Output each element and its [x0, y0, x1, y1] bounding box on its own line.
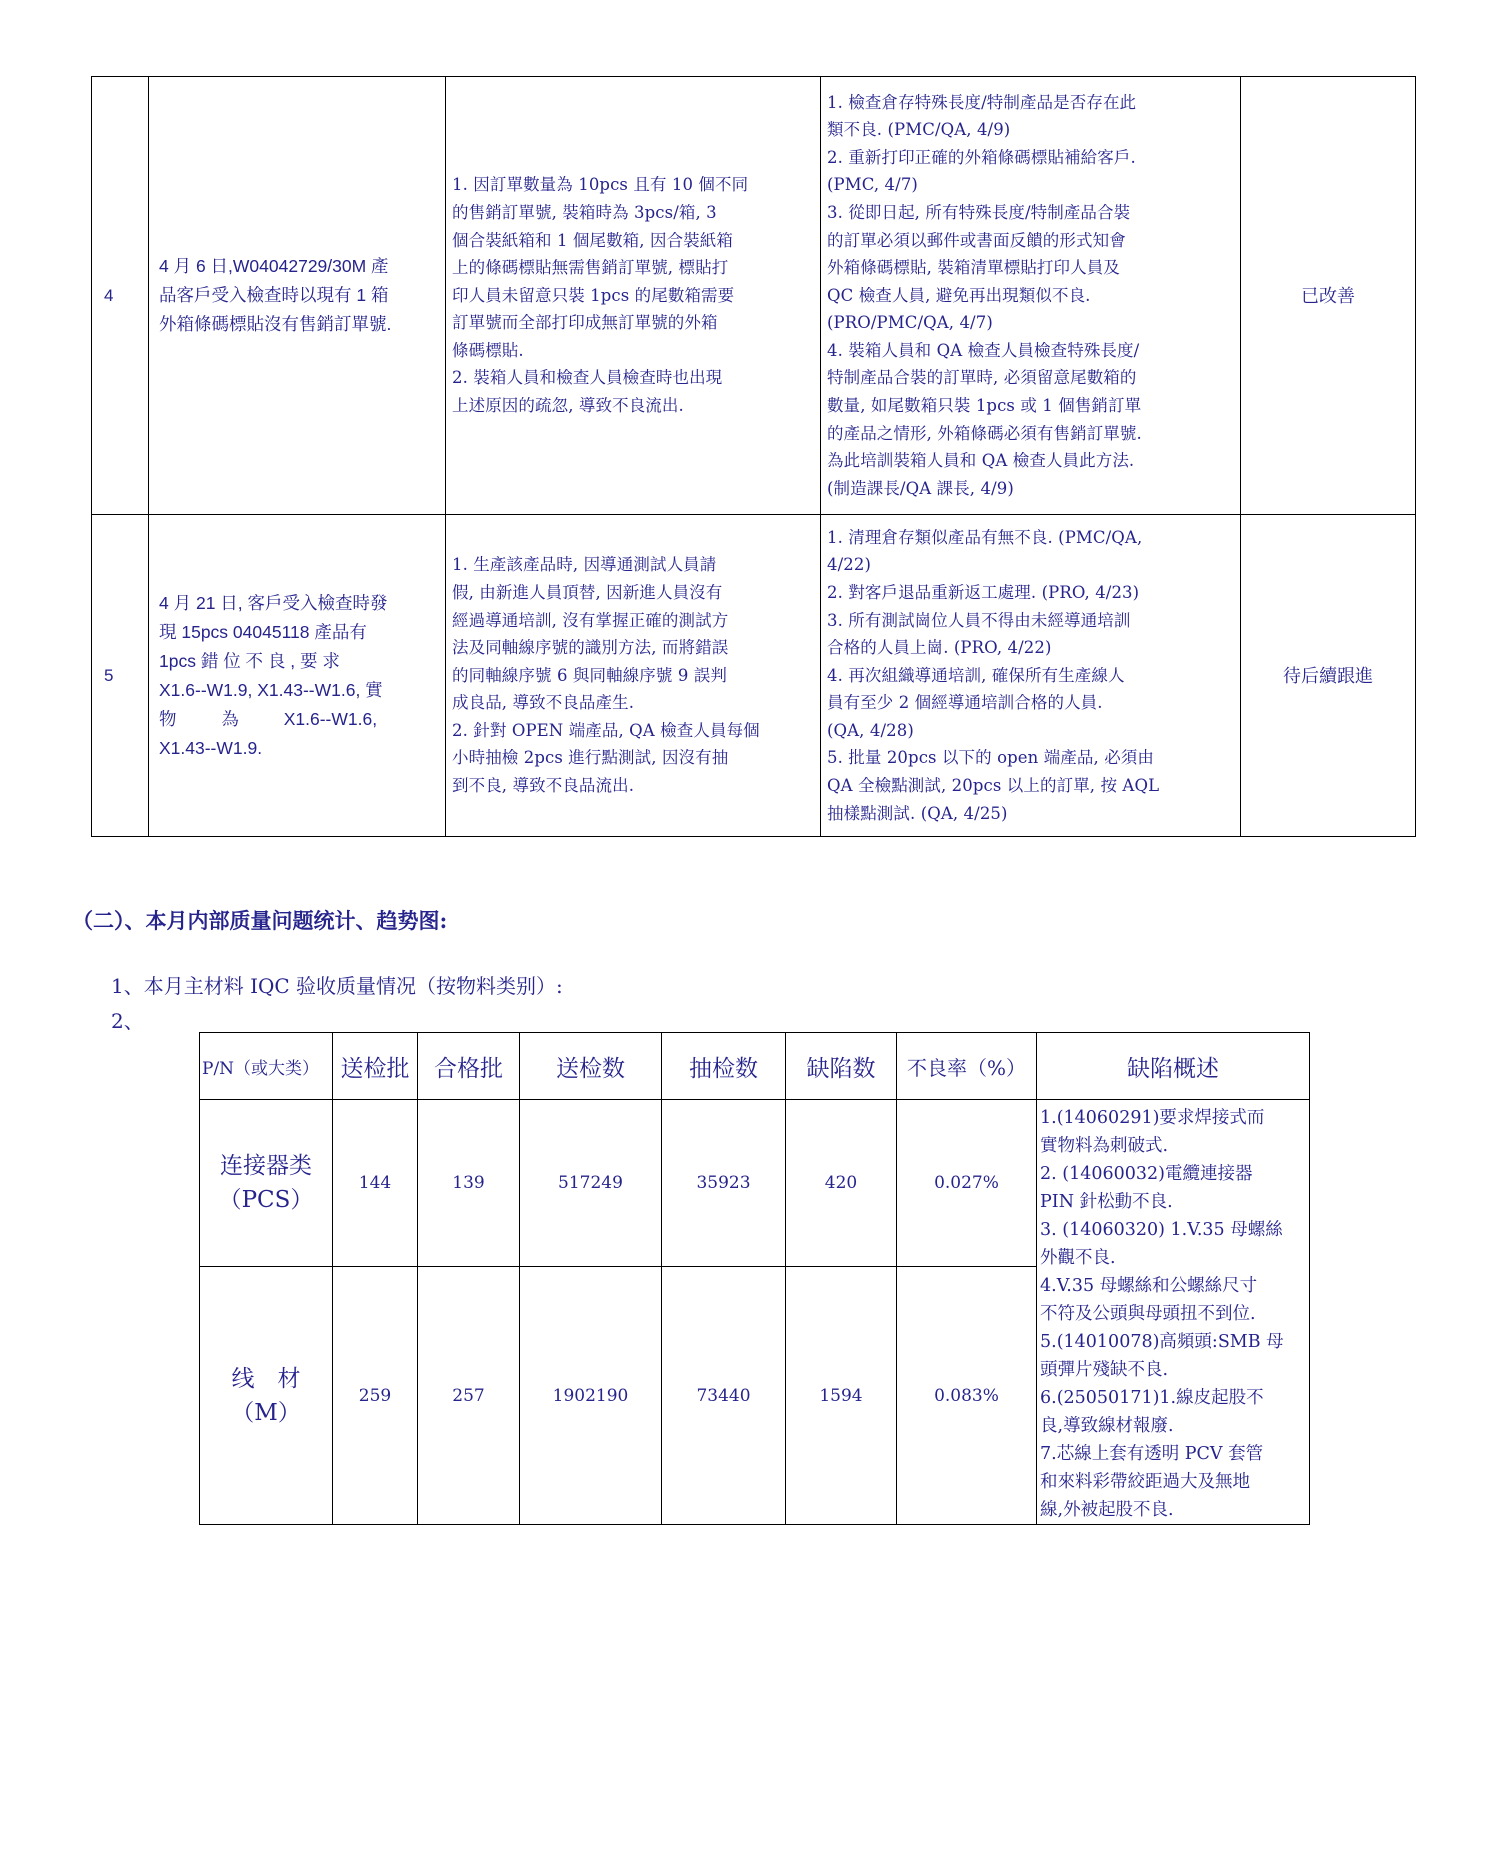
text-line: 2. 對客戶退品重新返工處理. (PRO, 4/23)	[827, 582, 1140, 602]
table-cell: 0.027%	[897, 1100, 1037, 1267]
text-line: 上的條碼標貼無需售銷訂單號, 標貼打	[452, 258, 729, 278]
text-line: 印人員未留意只裝 1pcs 的尾數箱需要	[452, 285, 735, 305]
table-cell: 420	[786, 1100, 897, 1267]
table-row	[92, 77, 1416, 515]
category-unit: （PCS）	[218, 1187, 314, 1213]
table-cell: 1902190	[520, 1267, 662, 1525]
text-line: 條碼標貼.	[452, 340, 524, 360]
text-line: 頭彈片殘缺不良.	[1040, 1360, 1169, 1380]
text-line: 小時抽檢 2pcs 進行點測試, 因沒有抽	[452, 748, 729, 768]
defect-summary	[1037, 1100, 1310, 1525]
issue-number: 5	[92, 515, 149, 837]
column-header: 缺陷概述	[1037, 1033, 1310, 1100]
text-line: (PRO/PMC/QA, 4/7)	[827, 313, 993, 333]
column-header: 合格批	[418, 1033, 520, 1100]
text-line: 經過導通培訓, 沒有掌握正確的測試方	[452, 610, 729, 630]
category-name: 线 材	[231, 1365, 301, 1392]
text-line: (制造課長/QA 課長, 4/9)	[827, 478, 1014, 498]
text-line: 成良品, 導致不良品產生.	[452, 693, 635, 713]
table-cell: 259	[333, 1267, 418, 1525]
table-cell: 139	[418, 1100, 520, 1267]
table-cell: 144	[333, 1100, 418, 1267]
sub-heading-iqc: 1、本月主材料 IQC 验收质量情况（按物料类别）:	[111, 974, 563, 998]
column-header: P/N（或大类）	[200, 1033, 333, 1100]
text-line: 為此培訓裝箱人員和 QA 檢查人員此方法.	[827, 451, 1135, 471]
text-line: 1. 生產該產品時, 因導通測試人員請	[452, 555, 717, 575]
text-line: 4 月 6 日,W04042729/30M 產	[159, 256, 389, 276]
table-cell: 257	[418, 1267, 520, 1525]
text-line: 外箱條碼標貼沒有售銷訂單號.	[159, 314, 392, 334]
issue-number: 4	[92, 77, 149, 515]
text-line: 的售銷訂單號, 裝箱時為 3pcs/箱, 3	[452, 202, 717, 222]
category-unit: （M）	[231, 1399, 301, 1426]
table-cell: 1594	[786, 1267, 897, 1525]
issue-description	[149, 515, 446, 837]
column-header: 缺陷数	[786, 1033, 897, 1100]
table-row	[92, 515, 1416, 837]
text-line: (QA, 4/28)	[827, 720, 914, 740]
category-cell	[200, 1100, 333, 1267]
text-line: PIN 針松動不良.	[1040, 1192, 1173, 1212]
text-line: 3. (14060320) 1.V.35 母螺絲	[1040, 1220, 1283, 1240]
issue-action	[821, 515, 1241, 837]
text-line: 7.芯線上套有透明 PCV 套管	[1040, 1444, 1264, 1464]
text-line: 1.(14060291)要求焊接式而	[1040, 1108, 1265, 1128]
text-line: 2. (14060032)電纜連接器	[1040, 1164, 1253, 1184]
text-line: 的訂單必須以郵件或書面反饋的形式知會	[827, 230, 1126, 250]
section-title: （二）、本月内部质量问题统计、趋势图:	[72, 908, 448, 933]
issue-cause	[446, 77, 821, 515]
text-line: 6.(25050171)1.線皮起股不	[1040, 1388, 1264, 1408]
text-line: 數量, 如尾數箱只裝 1pcs 或 1 個售銷訂單	[827, 396, 1142, 416]
text-line: 1. 因訂單數量為 10pcs 且有 10 個不同	[452, 175, 749, 195]
text-line: 合格的人員上崗. (PRO, 4/22)	[827, 638, 1052, 658]
text-line: 特制產品合裝的訂單時, 必須留意尾數箱的	[827, 368, 1137, 388]
text-line: X1.43--W1.9.	[159, 737, 263, 758]
text-line: 現 15pcs 04045118 產品有	[159, 621, 367, 642]
text-line: 1. 清理倉存類似產品有無不良. (PMC/QA,	[827, 527, 1143, 547]
text-line: X1.6--W1.9, X1.43--W1.6, 實	[159, 679, 383, 700]
text-line: 4. 裝箱人員和 QA 檢查人員檢查特殊長度/	[827, 340, 1140, 360]
text-line: 到不良, 導致不良品流出.	[452, 776, 635, 796]
text-line: 的同軸線序號 6 與同軸線序號 9 誤判	[452, 665, 727, 685]
column-header: 送检批	[333, 1033, 418, 1100]
column-header: 送检数	[520, 1033, 662, 1100]
status-badge: 待后續跟進	[1241, 515, 1416, 837]
text-line: QA 全檢點測試, 20pcs 以上的訂單, 按 AQL	[827, 776, 1160, 796]
text-line: 實物料為刺破式.	[1040, 1136, 1169, 1156]
category-cell	[200, 1267, 333, 1525]
text-line: 3. 從即日起, 所有特殊長度/特制產品合裝	[827, 202, 1131, 222]
table-row	[200, 1100, 1310, 1267]
text-line: 4/22)	[827, 555, 871, 575]
column-header: 不良率（%）	[897, 1033, 1037, 1100]
text-line: 4 月 21 日, 客戶受入檢查時發	[159, 592, 388, 613]
iqc-table	[199, 1032, 1310, 1525]
text-line: 4.V.35 母螺絲和公螺絲尺寸	[1040, 1276, 1258, 1296]
text-line: 不符及公頭與母頭扭不到位.	[1040, 1304, 1256, 1324]
issue-action	[821, 77, 1241, 515]
complaint-table	[91, 76, 1416, 837]
text-line: 品客戶受入檢查時以現有 1 箱	[159, 285, 389, 305]
issue-description	[149, 77, 446, 515]
text-line: 外箱條碼標貼, 裝箱清單標貼打印人員及	[827, 258, 1120, 278]
text-line: (PMC, 4/7)	[827, 175, 918, 195]
text-line: 2. 針對 OPEN 端產品, QA 檢查人員每個	[452, 720, 760, 740]
text-line: 4. 再次組織導通培訓, 確保所有生產線人	[827, 665, 1125, 685]
text-line: 員有至少 2 個經導通培訓合格的人員.	[827, 693, 1103, 713]
text-line: 抽樣點測試. (QA, 4/25)	[827, 803, 1008, 823]
table-cell: 0.083%	[897, 1267, 1037, 1525]
text-line: 訂單號而全部打印成無訂單號的外箱	[452, 313, 718, 333]
status-badge: 已改善	[1241, 77, 1416, 515]
text-line: 2. 裝箱人員和檢查人員檢查時也出現	[452, 368, 723, 388]
text-line: 和來料彩帶絞距過大及無地	[1040, 1472, 1250, 1492]
text-line: 個合裝紙箱和 1 個尾數箱, 因合裝紙箱	[452, 230, 733, 250]
table-header-row	[200, 1033, 1310, 1100]
text-line: 上述原因的疏忽, 導致不良流出.	[452, 396, 684, 416]
table-cell: 73440	[662, 1267, 786, 1525]
text-line: 2. 重新打印正確的外箱條碼標貼補給客戶.	[827, 147, 1136, 167]
text-line: 線,外被起股不良.	[1040, 1500, 1174, 1520]
text-line: 5. 批量 20pcs 以下的 open 端產品, 必須由	[827, 748, 1155, 768]
text-line: 物 為 X1.6--W1.6,	[159, 708, 378, 729]
text-line: 良,導致線材報廢.	[1040, 1416, 1174, 1436]
text-line: QC 檢查人員, 避免再出現類似不良.	[827, 285, 1091, 305]
text-line: 假, 由新進人員頂替, 因新進人員沒有	[452, 582, 723, 602]
issue-cause	[446, 515, 821, 837]
table-cell: 35923	[662, 1100, 786, 1267]
text-line: 5.(14010078)高頻頭:SMB 母	[1040, 1332, 1284, 1352]
sub-heading-2: 2、	[111, 1009, 144, 1033]
text-line: 1. 檢查倉存特殊長度/特制產品是否存在此	[827, 92, 1137, 112]
text-line: 類不良. (PMC/QA, 4/9)	[827, 120, 1011, 140]
text-line: 1pcs 錯 位 不 良 , 要 求	[159, 650, 340, 671]
category-name: 连接器类	[220, 1153, 312, 1179]
text-line: 外觀不良.	[1040, 1248, 1116, 1268]
text-line: 的產品之情形, 外箱條碼必須有售銷訂單號.	[827, 423, 1142, 443]
text-line: 3. 所有測試崗位人員不得由未經導通培訓	[827, 610, 1131, 630]
column-header: 抽检数	[662, 1033, 786, 1100]
text-line: 法及同軸線序號的識別方法, 而將錯誤	[452, 638, 729, 658]
table-cell: 517249	[520, 1100, 662, 1267]
